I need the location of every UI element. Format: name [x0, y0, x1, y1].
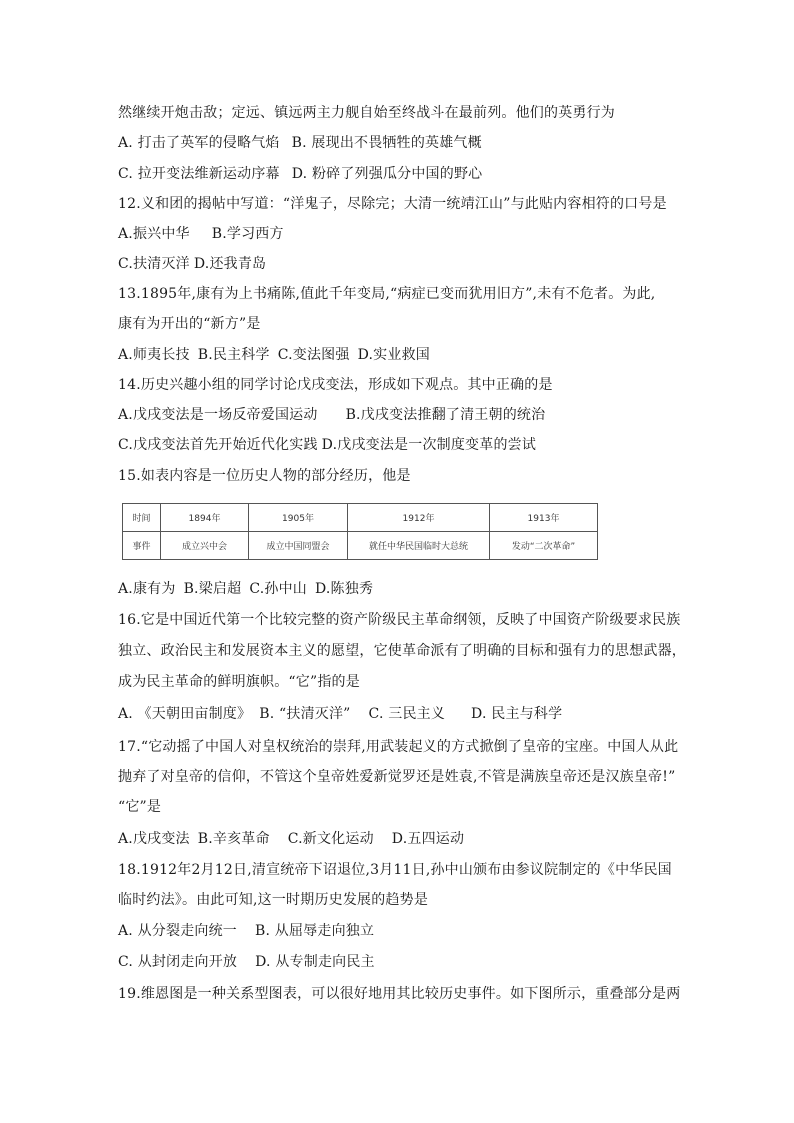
q11-option-b: B. 展现出不畏牺牲的英雄气概 — [291, 135, 482, 151]
q16-stem-line-2: 独立、政治民主和发展资本主义的愿望，它使革命派有了明确的目标和强有力的思想武器， — [118, 643, 686, 659]
q16-option-d: D. 民主与科学 — [471, 706, 563, 722]
q17-options — [118, 829, 678, 849]
q17-option-c: C.新文化运动 — [287, 831, 374, 847]
q13-option-d: D.实业救国 — [357, 347, 430, 363]
q14-option-a: A.戊戌变法是一场反帝爱国运动 — [118, 407, 318, 423]
q12-stem: 12.义和团的揭帖中写道：“洋鬼子，尽除完；大清一统靖江山”与此贴内容相符的口号是 — [118, 196, 667, 212]
q13-option-a: A.师夷长技 — [118, 347, 190, 363]
q18-stem-line-1: 18.1912年2月12日,清宣统帝下诏退位,3月11日,孙中山颁布由参议院制定的《中华民国 — [118, 862, 672, 878]
table-event-1: 成立兴中会 — [161, 532, 249, 560]
q11-option-d: D. 粉碎了列强瓜分中国的野心 — [291, 166, 483, 182]
q18-option-a: A. 从分裂走向统一 — [118, 923, 238, 939]
q13-stem-line-2: 康有为开出的“新方”是 — [118, 316, 261, 332]
q18-option-c: C. 从封闭走向开放 — [118, 954, 238, 970]
q13-option-b: B.民主科学 — [197, 347, 270, 363]
q16-option-a: A. 《天朝田亩制度》 — [118, 706, 252, 722]
q15-options — [118, 579, 678, 599]
q19-stem-line-1: 19.维恩图是一种关系型图表，可以很好地用其比较历史事件。如下图所示，重叠部分是两 — [118, 986, 681, 1002]
q12-options-row-2 — [118, 254, 678, 274]
q17-stem-line-3: “它”是 — [118, 799, 162, 815]
q16-stem-line-3: 成为民主革命的鲜明旗帜。“它”指的是 — [118, 674, 360, 690]
q15-option-b: B.梁启超 — [183, 581, 242, 597]
q15-biography-table — [122, 503, 598, 560]
q12-option-b: B.学习西方 — [211, 226, 284, 242]
q12-option-d: D.还我青岛 — [193, 256, 267, 272]
q11-stem-continued: 然继续开炮击敌；定远、镇远两主力舰自始至终战斗在最前列。他们的英勇行为 — [118, 105, 615, 121]
table-event-2: 成立中国同盟会 — [249, 532, 348, 560]
q16-options — [118, 704, 678, 724]
table-year-4: 1913年 — [490, 504, 598, 532]
q14-option-b: B.戊戌变法推翻了清王朝的统治 — [345, 407, 546, 423]
q15-stem: 15.如表内容是一位历史人物的部分经历，他是 — [118, 468, 411, 484]
table-header-event: 事件 — [123, 532, 161, 560]
q13-option-c: C.变法图强 — [277, 347, 350, 363]
q18-stem-line-2: 临时约法》。由此可知,这一时期历史发展的趋势是 — [118, 892, 429, 908]
q16-stem-line-1: 16.它是中国近代第一个比较完整的资产阶级民主革命纲领，反映了中国资产阶级要求民族 — [118, 612, 681, 628]
table-row-time — [123, 504, 598, 532]
q17-option-a: A.戊戌变法 — [118, 831, 190, 847]
table-row-event — [123, 532, 598, 560]
table-year-2: 1905年 — [249, 504, 348, 532]
table-year-1: 1894年 — [161, 504, 249, 532]
q18-option-d: D. 从专制走向民主 — [255, 954, 375, 970]
q18-options-row-2 — [118, 952, 678, 972]
q13-options — [118, 345, 678, 365]
table-event-3: 就任中华民国临时大总统 — [348, 532, 490, 560]
q15-option-c: C.孙中山 — [249, 581, 307, 597]
q15-option-d: D.陈独秀 — [314, 581, 374, 597]
q14-stem: 14.历史兴趣小组的同学讨论戊戌变法，形成如下观点。其中正确的是 — [118, 377, 553, 393]
q17-stem-line-2: 抛弃了对皇帝的信仰，不管这个皇帝姓爱新觉罗还是姓袁,不管是满族皇帝还是汉族皇帝!” — [118, 769, 676, 785]
table-event-4: 发动“二次革命” — [490, 532, 598, 560]
q15-option-a: A.康有为 — [118, 581, 176, 597]
q16-option-c: C. 三民主义 — [368, 706, 446, 722]
q12-options-row-1 — [118, 224, 678, 244]
q17-option-d: D.五四运动 — [391, 831, 465, 847]
q16-option-b: B. “扶清灭洋” — [259, 706, 351, 722]
q17-option-b: B.辛亥革命 — [197, 831, 270, 847]
q13-stem-line-1: 13.1895年,康有为上书痛陈,值此千年变局,“病症已变而犹用旧方”,未有不危者。为此, — [118, 286, 656, 302]
q18-options-row-1 — [118, 921, 678, 941]
q11-options-row-1 — [118, 133, 678, 153]
q11-option-a: A. 打击了英军的侵略气焰 — [118, 135, 280, 151]
q12-option-c: C.扶清灭洋 — [118, 256, 190, 272]
q18-option-b: B. 从屈辱走向独立 — [255, 923, 375, 939]
q14-options-row-1 — [118, 405, 678, 425]
q14-options-row-2 — [118, 435, 678, 455]
q12-option-a: A.振兴中华 — [118, 226, 190, 242]
q11-options-row-2 — [118, 164, 678, 184]
table-header-time: 时间 — [123, 504, 161, 532]
q14-option-c: C.戊戌变法首先开始近代化实践 — [118, 437, 318, 453]
table-year-3: 1912年 — [348, 504, 490, 532]
q11-option-c: C. 拉开变法维新运动序幕 — [118, 166, 280, 182]
q14-option-d: D.戊戌变法是一次制度变革的尝试 — [321, 437, 537, 453]
q17-stem-line-1: 17.“它动摇了中国人对皇权统治的崇拜,用武装起义的方式掀倒了皇帝的宝座。中国人从此 — [118, 739, 679, 755]
